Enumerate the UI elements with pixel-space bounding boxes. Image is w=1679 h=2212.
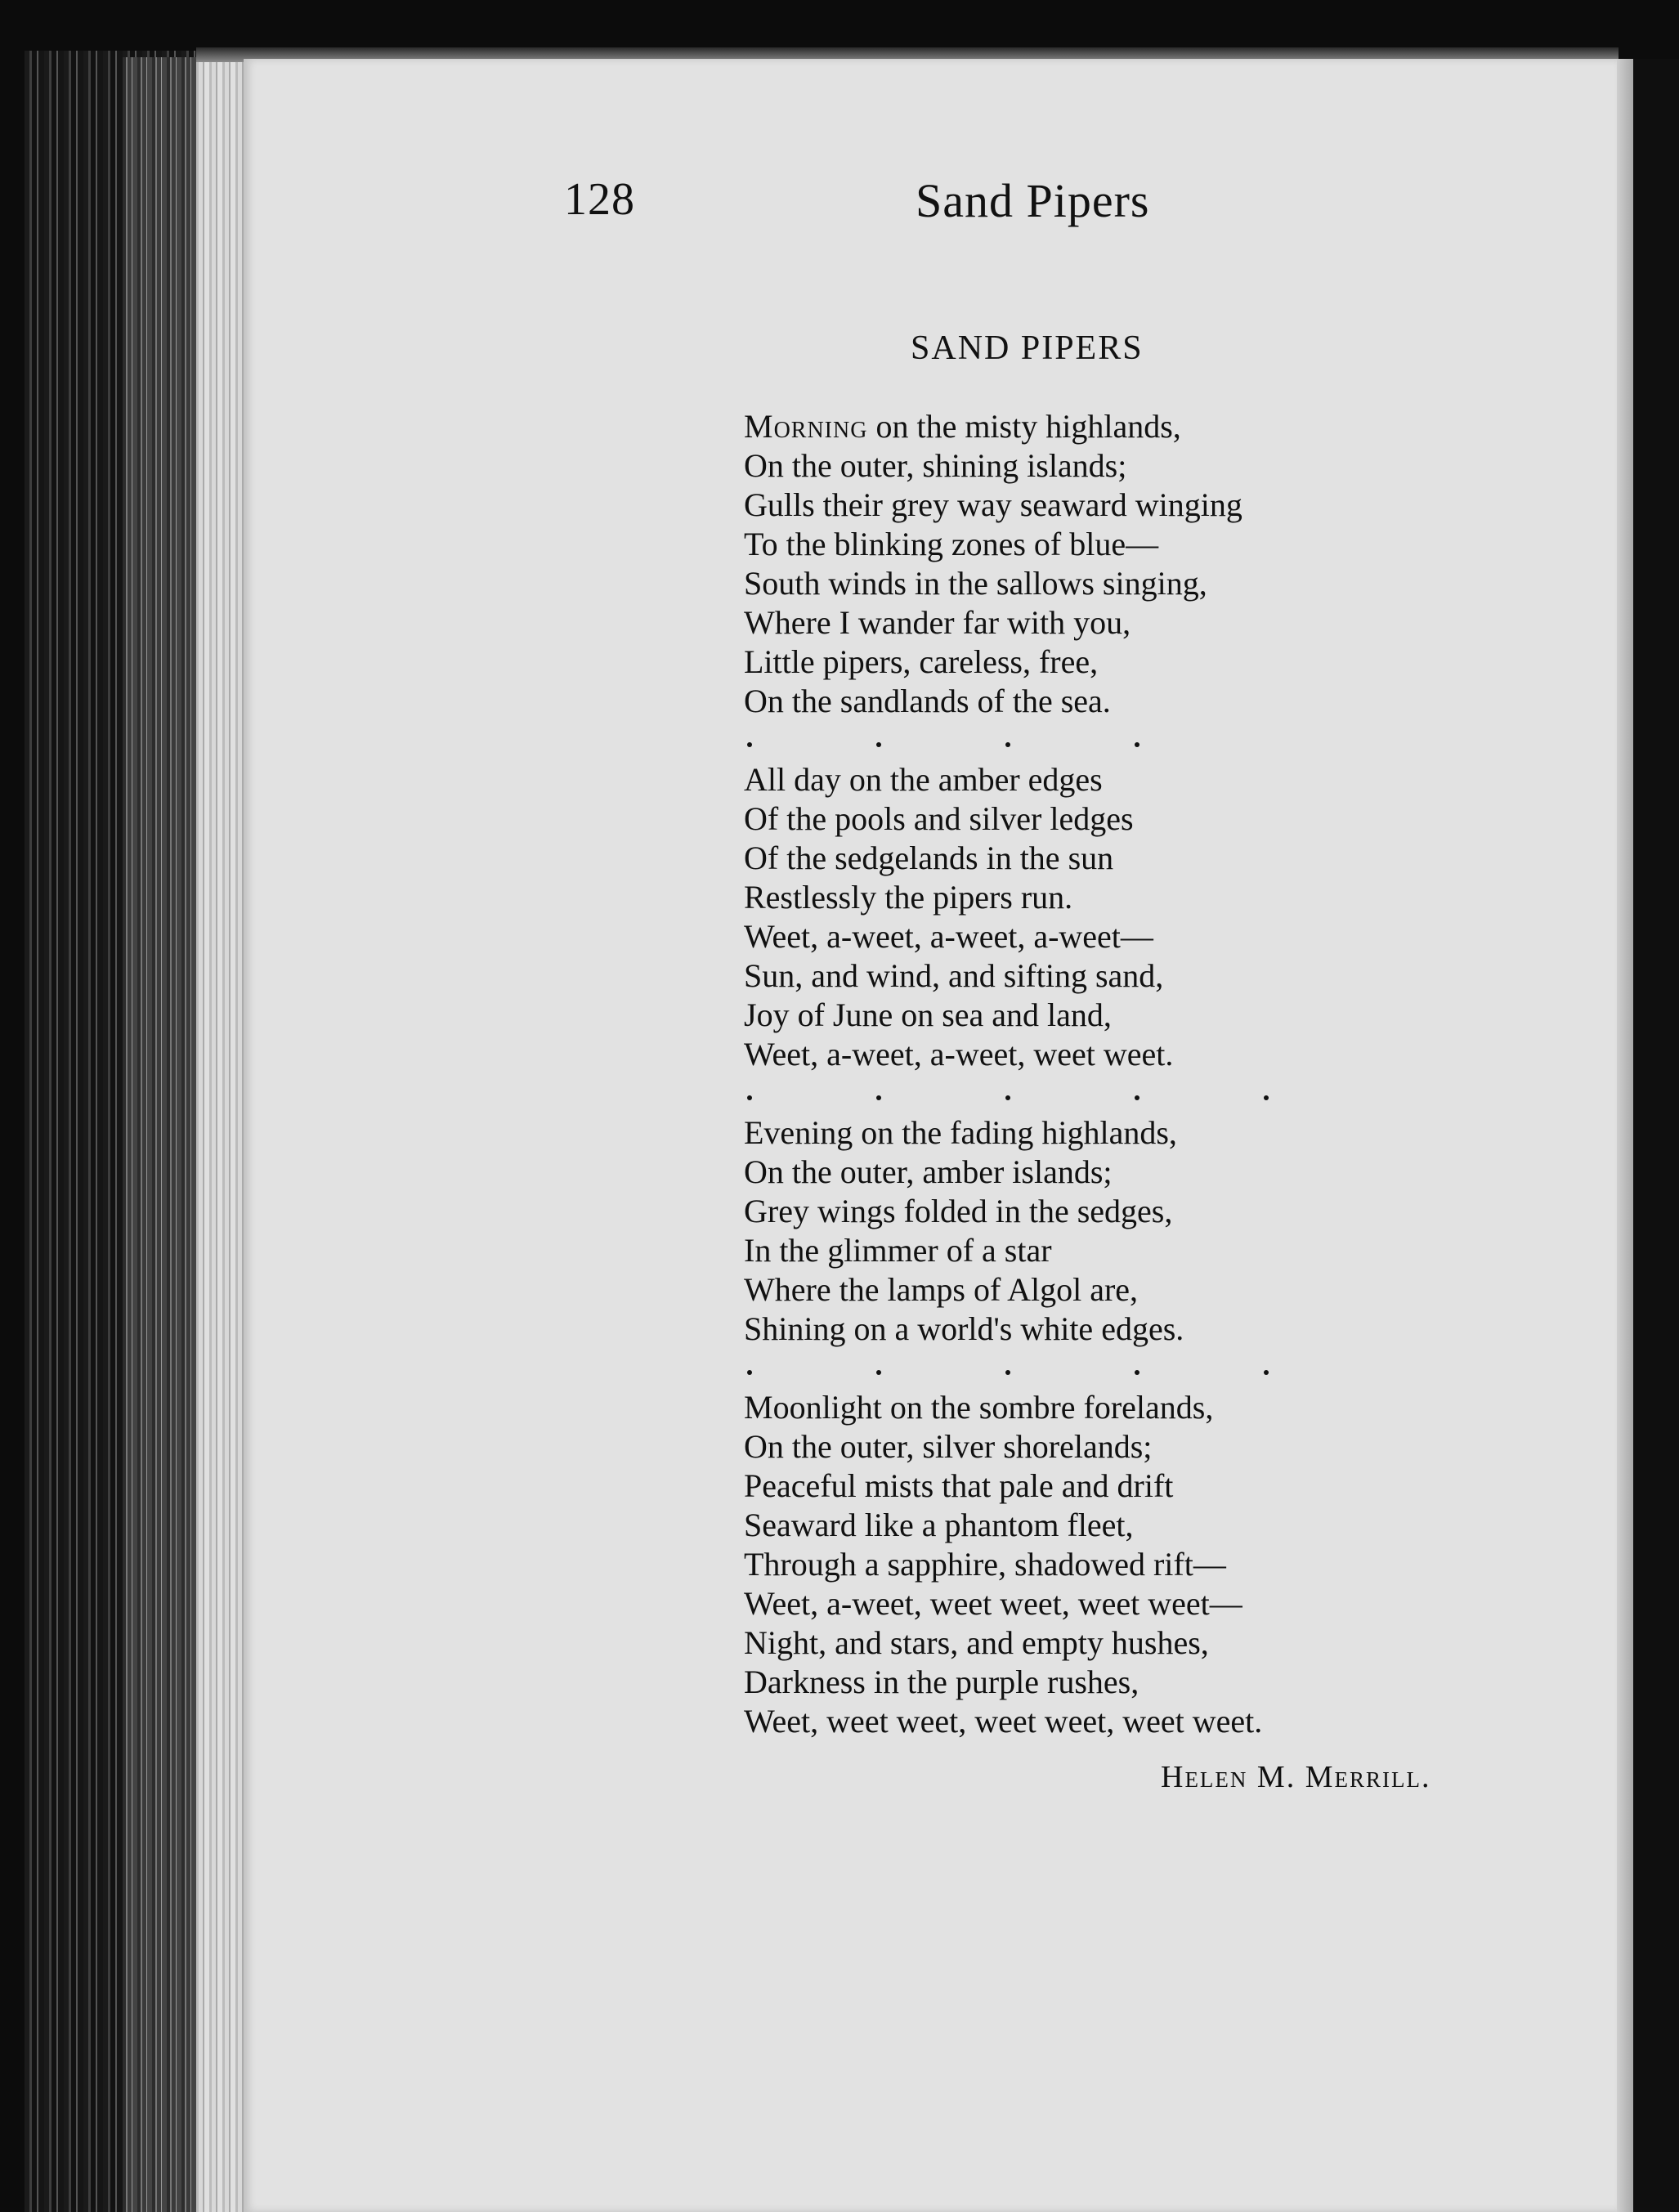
poem-line: On the outer, silver shorelands; [744,1428,1153,1465]
poem-line: Little pipers, careless, free, [744,643,1099,680]
page-number: 128 [564,174,635,225]
separator-dot [1264,1370,1269,1375]
poem-line: Joy of June on sea and land, [744,996,1112,1033]
right-binding [1633,59,1679,2212]
poem-line: On the sandlands of the sea. [744,683,1111,719]
separator-dot [1135,1370,1139,1375]
poem-line: Gulls their grey way seaward winging [744,486,1242,523]
poem-line: All day on the amber edges [744,761,1103,798]
separator-dot [876,1370,881,1375]
poem-line: Evening on the fading highlands, [744,1114,1177,1151]
stanza-separator [744,1349,1262,1388]
poem-line: On the outer, shining islands; [744,447,1127,484]
separator-dot [1264,1095,1269,1100]
separator-dot [747,1370,752,1375]
poem-line: Through a sapphire, shadowed rift— [744,1546,1226,1583]
page-fore-edge [196,57,245,2212]
poem-line [744,407,1262,446]
poem-line: Darkness in the purple rushes, [744,1663,1139,1700]
separator-dot [876,1095,881,1100]
poem-title: SAND PIPERS [911,329,1144,367]
stanza-separator [744,1074,1262,1113]
poem-line: Seaward like a phantom fleet, [744,1507,1134,1543]
poem-line: Weet, a-weet, weet weet, weet weet— [744,1585,1242,1622]
poem-line: Restlessly the pipers run. [744,879,1073,916]
running-head: Sand Pipers [916,174,1150,227]
poem-body [744,407,1262,1741]
poem-line: Grey wings folded in the sedges, [744,1193,1173,1229]
poem-line: Sun, and wind, and sifting sand, [744,957,1164,994]
poem-line: South winds in the sallows singing, [744,565,1207,602]
poem-line: On the outer, amber islands; [744,1153,1113,1190]
poem-line: To the blinking zones of blue— [744,526,1159,562]
right-page-edge [1617,59,1633,2212]
separator-dot [1005,742,1010,747]
poem-line: Of the sedgelands in the sun [744,840,1114,876]
stanza-separator [744,721,1262,760]
separator-dot [876,742,881,747]
poem-line: Where I wander far with you, [744,604,1131,641]
poem-author: Helen M. Merrill. [1161,1760,1431,1794]
separator-dot [747,1095,752,1100]
poem-line: Night, and stars, and empty hushes, [744,1624,1209,1661]
separator-dot [1135,1095,1139,1100]
poem-line-text: on the misty highlands, [875,408,1181,445]
poem-line: Where the lamps of Algol are, [744,1271,1139,1308]
poem-line: Of the pools and silver ledges [744,800,1134,837]
poem-line: In the glimmer of a star [744,1232,1052,1269]
poem-line: Weet, weet weet, weet weet, weet weet. [744,1703,1263,1740]
poem-line: Moonlight on the sombre forelands, [744,1389,1214,1426]
separator-dot [1005,1095,1010,1100]
drop-word: Morning [744,408,868,445]
separator-dot [1005,1370,1010,1375]
poem-line: Weet, a-weet, a-weet, weet weet. [744,1036,1174,1072]
separator-dot [1135,742,1139,747]
poem-line: Peaceful mists that pale and drift [744,1467,1174,1504]
poem-line: Weet, a-weet, a-weet, a-weet— [744,918,1153,955]
poem-line: Shining on a world's white edges. [744,1310,1184,1347]
separator-dot [747,742,752,747]
